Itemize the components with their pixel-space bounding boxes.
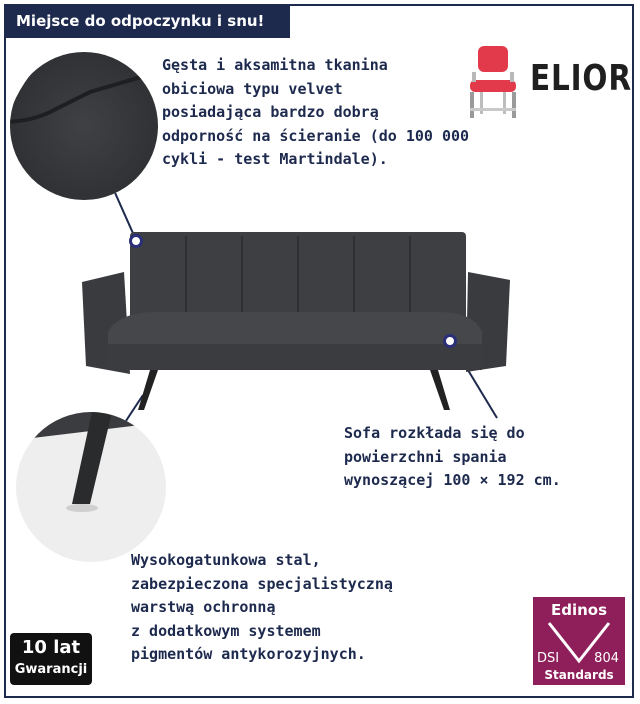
leg-closeup-image xyxy=(16,412,166,562)
sofa-image xyxy=(78,226,514,416)
fabric-marker-dot xyxy=(129,234,143,248)
warranty-years: 10 lat xyxy=(21,637,81,658)
certificate-dsi: DSI xyxy=(537,651,560,666)
sleep-description: Sofa rozkłada się do powierzchni spania wynoszącej 100 × 192 cm. xyxy=(344,424,561,489)
certificate-code: 804 xyxy=(594,651,619,666)
page-title: Miejsce do odpoczynku i snu! xyxy=(4,4,290,38)
warranty-label: Gwarancji xyxy=(14,662,88,677)
certificate-title: Edinos xyxy=(550,601,608,619)
fabric-closeup-image xyxy=(10,52,158,200)
fabric-description: Gęsta i aksamitna tkanina obiciowa typu velvet posiadająca bardzo dobrą odporność na ścieranie (do 100 000 cykli - test Martindale). xyxy=(162,56,470,168)
brand-name: ELIOR xyxy=(530,58,632,99)
warranty-badge xyxy=(10,633,92,685)
seat-marker-dot xyxy=(443,334,457,348)
certificate-standards: Standards xyxy=(544,668,614,682)
certificate-badge xyxy=(533,597,625,685)
steel-description: Wysokogatunkowa stal, zabezpieczona specjalistyczną warstwą ochronną z dodatkowym systemem pigmentów antykorozyjnych. xyxy=(131,551,393,663)
